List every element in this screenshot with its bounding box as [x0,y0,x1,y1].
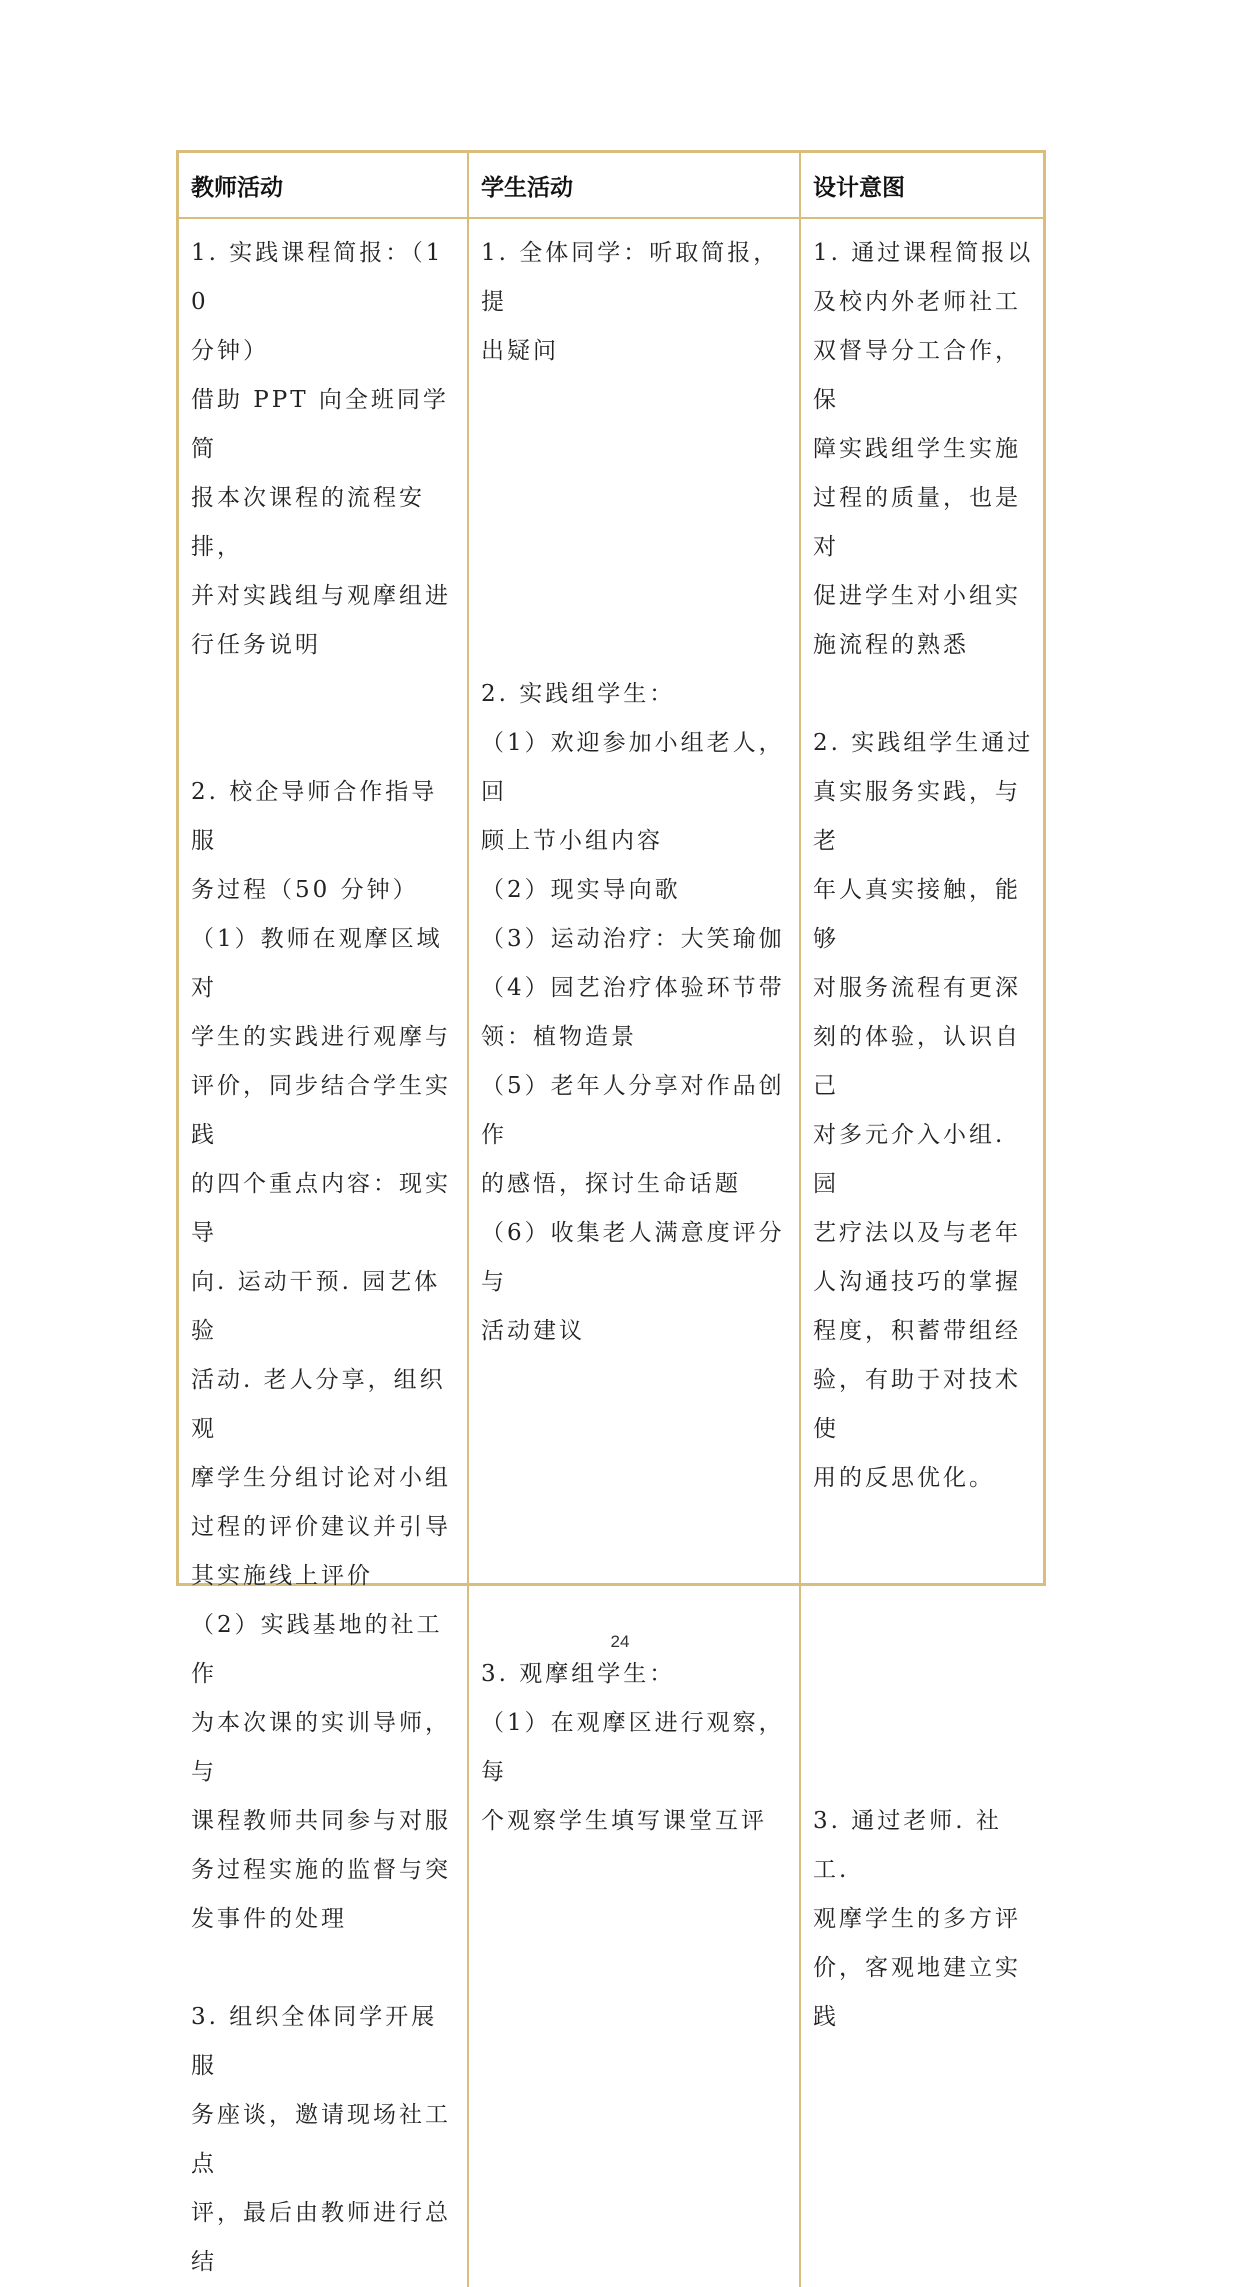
header-label: 学生活动 [481,174,573,201]
table-line: 障实践组学生实施 [813,436,1021,462]
table-line: 价，客观地建立实践 [813,1955,1021,2030]
table-line: 的四个重点内容：现实导 [191,1171,451,1246]
table-line: （4）园艺治疗体验环节带 [481,975,785,1001]
table-line: 年人真实接触，能够 [813,877,1021,952]
table-line: 学生的实践进行观摩与 [191,1024,451,1050]
header-teacher-activity [179,153,469,219]
table-line: 领：植物造景 [481,1024,637,1050]
table-line: 3. 组织全体同学开展服 [191,2004,438,2079]
table-line: 个观察学生填写课堂互评 [481,1808,767,1834]
table-line: 人沟通技巧的掌握 [813,1269,1021,1295]
table-line: 评，最后由教师进行总结 [191,2200,451,2275]
table-line: 顾上节小组内容 [481,828,663,854]
spacer [813,1503,1035,1552]
table-line: 验，有助于对技术使 [813,1367,1021,1442]
table-line: 1. 全体同学：听取简报，提 [481,240,780,315]
table-line: 3. 通过老师. 社工. [813,1808,1002,1883]
table-line: 向. 运动干预. 园艺体验 [191,1269,441,1344]
header-label: 设计意图 [813,174,905,201]
student-activity-cell [469,219,801,2287]
table-line: （1）在观摩区进行观察，每 [481,1710,785,1785]
header-design-intent [801,153,1043,219]
spacer [191,670,459,719]
table-line: 艺疗法以及与老年 [813,1220,1021,1246]
spacer [481,523,791,572]
table-line: 评价，同步结合学生实践 [191,1073,451,1148]
table-line: 及校内外老师社工 [813,289,1021,315]
header-label: 教师活动 [191,174,283,201]
table-line: 1. 通过课程简报以 [813,240,1034,266]
table-line: 行任务说明 [191,632,321,658]
table-line: 施流程的熟悉 [813,632,969,658]
table-line: （1）欢迎参加小组老人，回 [481,730,785,805]
table-line: 报本次课程的流程安排， [191,485,425,560]
spacer [481,1552,791,1601]
table-line: （6）收集老人满意度评分与 [481,1220,785,1295]
table-line: 并对实践组与观摩组进 [191,583,451,609]
spacer [481,621,791,670]
spacer [813,1552,1035,1601]
spacer [813,1650,1035,1699]
spacer [191,1944,459,1993]
spacer [813,1699,1035,1748]
spacer [481,376,791,425]
spacer [481,1356,791,1405]
table-line: 过程的质量，也是对 [813,485,1021,560]
spacer [481,1454,791,1503]
table-line: 摩学生分组讨论对小组 [191,1465,451,1491]
table-line: 活动. 老人分享，组织观 [191,1367,446,1442]
table-line: 借助 PPT 向全班同学简 [191,387,449,462]
table-line: 观摩学生的多方评 [813,1906,1021,1932]
header-student-activity [469,153,801,219]
spacer [191,719,459,768]
table-line: 务座谈，邀请现场社工点 [191,2102,451,2177]
spacer [481,572,791,621]
table-line: 的感悟，探讨生命话题 [481,1171,741,1197]
spacer [813,670,1035,719]
table-line: 程度，积蓄带组经 [813,1318,1021,1344]
table-line: 2. 校企导师合作指导服 [191,779,438,854]
table-line: 活动建议 [481,1318,585,1344]
table-line: 2. 实践组学生通过 [813,730,1034,756]
page-number: 24 [610,1632,630,1651]
table-line: 出疑问 [481,338,559,364]
table-line: 务过程（50 分钟） [191,877,419,903]
spacer [481,474,791,523]
teacher-activity-cell [179,219,469,2287]
table-line: 分钟） [191,338,269,364]
table-line: 其实施线上评价 [191,1563,373,1589]
table-line: 课程教师共同参与对服 [191,1808,451,1834]
table-line: 真实服务实践，与老 [813,779,1021,854]
table-line: 对服务流程有更深 [813,975,1021,1001]
spacer [481,425,791,474]
spacer [813,1748,1035,1797]
spacer [481,1405,791,1454]
table-line: 为本次课的实训导师，与 [191,1710,451,1785]
design-intent-cell [801,219,1043,2287]
table-line: 3. 观摩组学生： [481,1661,676,1687]
table-line: 务过程实施的监督与突 [191,1857,451,1883]
table-line: 发事件的处理 [191,1906,347,1932]
table-line: （2）实践基地的社工作 [191,1612,443,1687]
table-line: （3）运动治疗：大笑瑜伽 [481,926,785,952]
table-line: 双督导分工合作，保 [813,338,1021,413]
table-line: 刻的体验，认识自己 [813,1024,1021,1099]
table-line: （1）教师在观摩区域对 [191,926,443,1001]
table-line: 用的反思优化。 [813,1465,995,1491]
table-line: 过程的评价建议并引导 [191,1514,451,1540]
table-line: （2）现实导向歌 [481,877,681,903]
spacer [481,1503,791,1552]
table-line: 2. 实践组学生： [481,681,676,707]
table-line: 1. 实践课程简报：（10 [191,240,444,315]
table-line: （5）老年人分享对作品创作 [481,1073,785,1148]
table-line: 对多元介入小组. 园 [813,1122,1006,1197]
table-line: 促进学生对小组实 [813,583,1021,609]
